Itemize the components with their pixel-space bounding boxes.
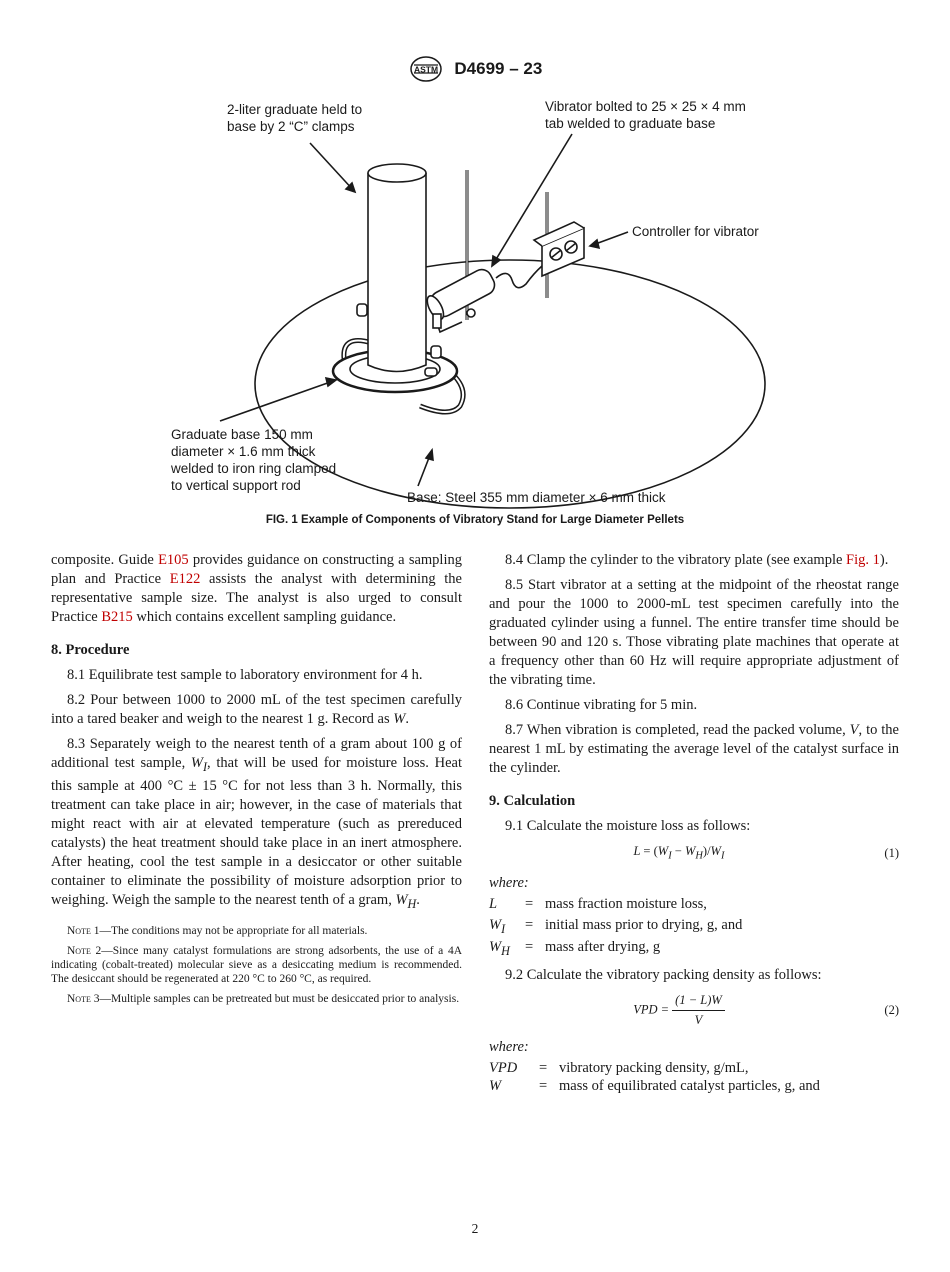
note-3: Note 3—Multiple samples can be pretreated but must be desiccated prior to analysis. — [67, 992, 460, 1005]
figure-caption: FIG. 1 Example of Components of Vibratory Stand for Large Diameter Pellets — [265, 514, 685, 526]
paragraph-8-6: 8.6 Continue vibrating for 5 min. — [505, 697, 698, 713]
paragraph-8-3: 8.3 Separately weigh to the nearest tenth of a gram about 100 g of additional test sample, $W_I$, that will be used for moisture loss. Heat this sample at 400 °C ± 15 °C for not less than 3 h. Normally, this treatment can take place in air; however, in the case of materials that might react with air at elevated temperature (such as prereduced catalysts) the heat treatment should take place in an inert atmosphere. After heating, cool the test sample in a desiccator or other suitable container to eliminate the possibility of moisture adsorption prior to weighing. Weigh the sample to the nearest tenth of a gram, $W_H$. — [51, 736, 462, 911]
where-1: where: — [489, 874, 529, 891]
astm-logo-text: ASTM — [413, 64, 438, 75]
astm-logo-icon — [408, 54, 444, 84]
link-fig-1[interactable]: Fig. 1 — [846, 552, 880, 568]
paragraph-9-2: 9.2 Calculate the vibratory packing density as follows: — [505, 967, 822, 984]
definition-row: W = mass of equilibrated catalyst particles, g, and — [489, 1078, 820, 1095]
definitions-2 — [489, 1059, 899, 1095]
right-column — [489, 551, 899, 1101]
paragraph-8-1: 8.1 Equilibrate test sample to laboratory environment for 4 h. — [67, 667, 423, 683]
graduated-cylinder — [368, 173, 426, 372]
left-column — [51, 551, 462, 1012]
equation-2: VPD = $\frac{(1 - L)W}{V}$ (2) — [633, 993, 899, 1028]
equation-1-number: (1) — [884, 846, 899, 861]
note-1: Note 1—The conditions may not be appropriate for all materials. — [67, 924, 368, 937]
figure-1 — [150, 88, 800, 513]
paragraph-9-1: 9.1 Calculate the moisture loss as follows: — [505, 818, 751, 834]
label-steel-base: Base: Steel 355 mm diameter × 6 mm thick — [407, 490, 666, 505]
page-header — [0, 54, 950, 84]
label-graduate-base: Graduate base 150 mm diameter × 1.6 mm thick welded to iron ring clamped to vertical support rod — [171, 427, 337, 493]
equation-1: $L = (W_I - W_H)/W_I$ (1) — [633, 844, 899, 862]
section-heading-calculation: 9. Calculation — [489, 793, 576, 809]
paragraph-sampling: composite. Guide E105 provides guidance on constructing a sampling plan and Practice E122 assists the analyst with determining the representative sample size. The analyst is also urged to consult Practice B215 which contains excellent sampling guidance. — [51, 552, 462, 625]
page-number: 2 — [471, 1221, 479, 1236]
section-heading-procedure: 8. Procedure — [51, 642, 130, 658]
definition-row: $W_I$ = initial mass prior to drying, g, and — [489, 917, 743, 937]
label-graduate: 2-liter graduate held to base by 2 “C” clamps — [227, 102, 363, 134]
link-e105[interactable]: E105 — [158, 552, 189, 568]
paragraph-8-4: 8.4 Clamp the cylinder to the vibratory plate (see example Fig. 1). — [505, 552, 889, 568]
definition-row: $W_H$ = mass after drying, g — [489, 939, 661, 959]
where-2: where: — [489, 1039, 529, 1056]
link-b215[interactable]: B215 — [101, 609, 133, 625]
paragraph-8-7: 8.7 When vibration is completed, read the packed volume, V, to the nearest 1 mL by estimating the average level of the catalyst surface in the cylinder. — [489, 722, 899, 776]
paragraph-8-2: 8.2 Pour between 1000 to 2000 mL of the test specimen carefully into a tared beaker and weigh to the nearest 1 g. Record as W. — [51, 692, 462, 727]
equation-2-number: (2) — [884, 1003, 899, 1018]
link-e122[interactable]: E122 — [169, 571, 201, 587]
label-controller: Controller for vibrator — [632, 224, 759, 239]
definition-row: L = mass fraction moisture loss, — [489, 895, 707, 912]
definitions-1 — [489, 895, 899, 961]
paragraph-8-5: 8.5 Start vibrator at a setting at the midpoint of the rheostat range and pour the 1000 to 2000-mL test specimen carefully into the graduated cylinder using a funnel. The entire transfer time should be between 90 and 120 s. Those vibrating plate machines that operate at a frequency other than 60 Hz will require appropriate adjustment of the vibrating time. — [489, 577, 899, 688]
label-vibrator: Vibrator bolted to 25 × 25 × 4 mm tab welded to graduate base — [545, 99, 746, 131]
note-2: Note 2—Since many catalyst formulations are strong adsorbents, the use of a 4A indicating (cobalt-treated) molecular sieve as a desiccating medium is recommended. The desiccant should be regenerated at 220 °C to 260 °C, as required. — [51, 944, 462, 985]
document-id: D4699 – 23 — [454, 59, 543, 78]
definition-row: VPD = vibratory packing density, g/mL, — [489, 1060, 749, 1077]
